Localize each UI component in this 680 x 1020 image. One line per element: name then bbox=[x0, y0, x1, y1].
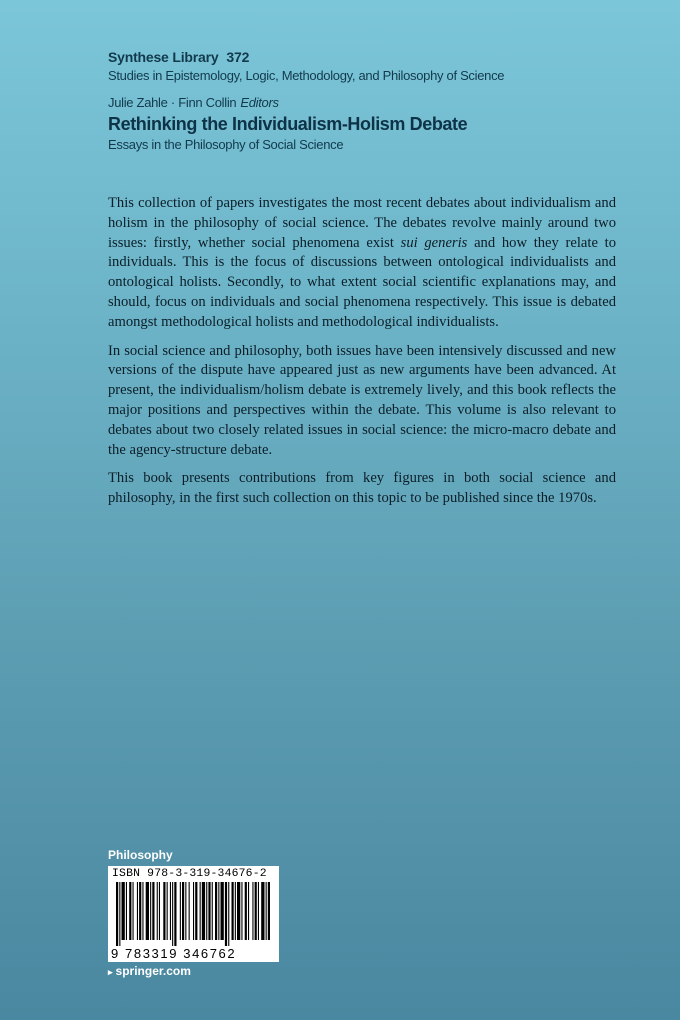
isbn-label: ISBN 978-3-319-34676-2 bbox=[112, 868, 267, 880]
editor-role: Editors bbox=[240, 95, 279, 110]
barcode-bar bbox=[241, 882, 242, 940]
barcode-icon bbox=[114, 882, 274, 946]
barcode-bar bbox=[208, 882, 210, 940]
blurb-paragraph-3: This book presents contributions from key figures in both social science and philosophy, in the first such collection on this topic to be published since the 1970s. bbox=[108, 470, 616, 507]
series-subtitle: Studies in Epistemology, Logic, Methodology, and Philosophy of Science bbox=[108, 68, 505, 83]
blurb-paragraph-1 bbox=[108, 194, 616, 333]
barcode-bar bbox=[193, 882, 194, 940]
barcode-bar bbox=[163, 882, 165, 940]
website-url: springer.com bbox=[115, 964, 191, 978]
blurb-p1-emphasis: sui generis bbox=[400, 234, 468, 251]
isbn-barcode bbox=[108, 866, 279, 962]
barcode-bar bbox=[170, 882, 171, 940]
barcode-bar bbox=[167, 882, 168, 940]
category-label: Philosophy bbox=[108, 848, 173, 862]
barcode-bar bbox=[146, 882, 149, 940]
barcode-bar bbox=[159, 882, 160, 940]
barcode-bar bbox=[116, 882, 118, 946]
series-line bbox=[108, 48, 628, 67]
barcode-bar bbox=[261, 882, 264, 940]
barcode-bar bbox=[200, 882, 201, 940]
barcode-bar bbox=[221, 882, 224, 940]
barcode-digits: 9 783319 346762 bbox=[111, 946, 237, 961]
barcode-bar bbox=[268, 882, 270, 940]
barcode-bar bbox=[206, 882, 207, 940]
barcode-bar bbox=[185, 882, 186, 940]
blurb-paragraph-2: In social science and philosophy, both issues have been intensively discussed and new versions of the dispute have appeared just as new arguments have been advanced. At present, the individualism/holism debate is extremely lively, and this book reflects the major positions and perspectives within the debate. This volume is also relevant to debates about two closely related issues in social science: the micro-macro debate and the agency-structure debate. bbox=[108, 342, 616, 458]
barcode-bar bbox=[142, 882, 143, 940]
barcode-bar bbox=[129, 882, 131, 940]
book-subtitle: Essays in the Philosophy of Social Science bbox=[108, 137, 344, 152]
barcode-bar bbox=[172, 882, 173, 946]
barcode-bar bbox=[157, 882, 158, 940]
barcode-bar bbox=[245, 882, 247, 940]
barcode-bar bbox=[225, 882, 227, 946]
barcode-bar bbox=[189, 882, 190, 940]
barcode-bar bbox=[137, 882, 138, 940]
series-name: Synthese Library bbox=[108, 49, 219, 65]
barcode-bar bbox=[122, 882, 125, 940]
barcode-bar bbox=[195, 882, 197, 940]
cover-header bbox=[108, 48, 628, 154]
barcode-bar bbox=[218, 882, 219, 940]
series-number: 372 bbox=[226, 49, 250, 65]
barcode-bar bbox=[202, 882, 205, 940]
barcode-bar bbox=[152, 882, 154, 940]
barcode-bar bbox=[255, 882, 257, 940]
barcode-bar bbox=[252, 882, 253, 940]
barcode-bar bbox=[139, 882, 141, 940]
barcode-bar bbox=[232, 882, 234, 940]
blurb-p1-part-a: This collection of papers investigates the most recent debates about individualism and holism in the philosophy of social science. The debates revolve mainly around two issues: firstly, whether social phenomena exist bbox=[108, 195, 616, 251]
barcode-bar bbox=[150, 882, 151, 940]
editors-line bbox=[108, 94, 628, 112]
barcode-bar bbox=[133, 882, 134, 940]
barcode-bar bbox=[266, 882, 267, 940]
barcode-bar bbox=[182, 882, 184, 940]
barcode-bar bbox=[258, 882, 259, 940]
barcode-bar bbox=[228, 882, 229, 946]
barcode-bar bbox=[237, 882, 240, 940]
book-title: Rethinking the Individualism-Holism Debate bbox=[108, 114, 468, 134]
barcode-bar bbox=[248, 882, 249, 940]
barcode-bar bbox=[215, 882, 217, 940]
blurb-p1-part-b: and how they relate to individuals. This is the focus of discussions between ontological individualists and ontological holists. Secondly, to what extent social scientific explanations may, and should, focus on individuals and social phenomena respectively. This issue is debated amongst methodological holists and methodological individualists. bbox=[108, 234, 617, 330]
barcode-bar bbox=[180, 882, 181, 940]
barcode-bar bbox=[212, 882, 213, 940]
barcode-bar bbox=[174, 882, 176, 946]
barcode-bar bbox=[119, 882, 120, 946]
editor-names: Julie Zahle · Finn Collin bbox=[108, 95, 237, 110]
barcode-bar bbox=[126, 882, 127, 940]
publisher-website[interactable] bbox=[108, 964, 191, 978]
blurb bbox=[108, 194, 616, 518]
barcode-bar bbox=[235, 882, 236, 940]
arrow-right-icon: ▸ bbox=[108, 967, 113, 977]
